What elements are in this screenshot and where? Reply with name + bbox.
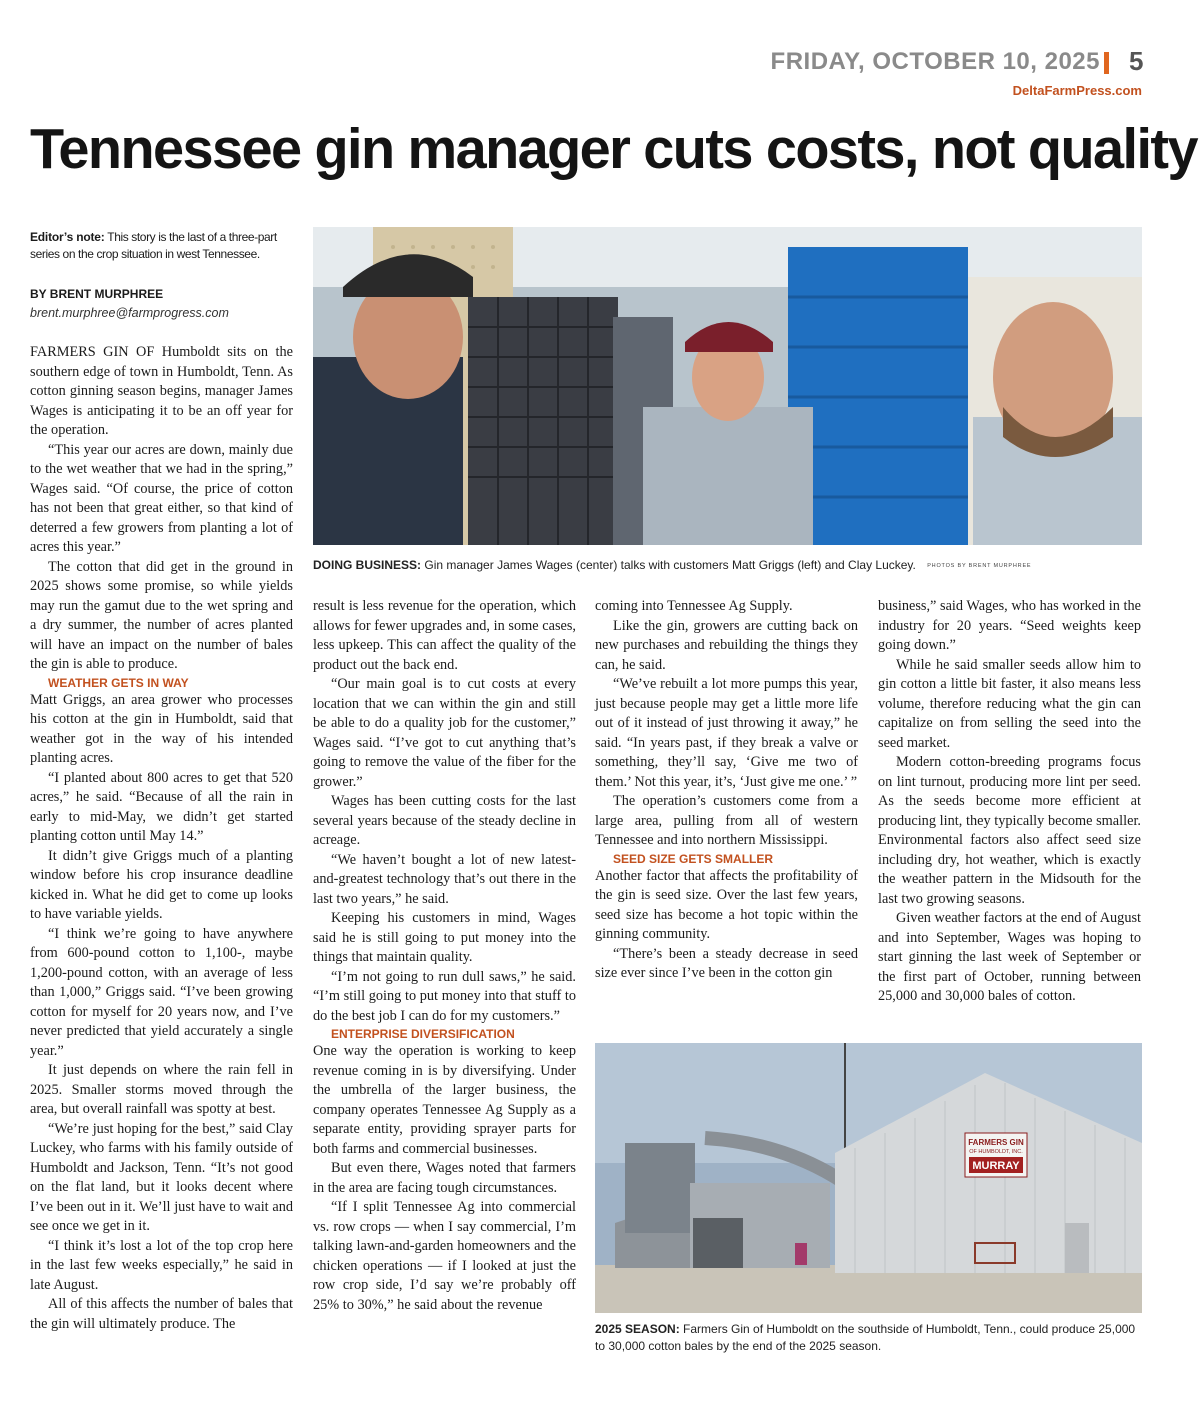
photo-men-in-parts-store	[313, 227, 1142, 545]
paragraph: “This year our acres are down, mainly due to the wet weather that we had in the spring,” Wages said. “Of course, the price of cotton has not been that great either, so that kind of deterred a few growers from planting a lot of acres this year.”	[30, 441, 293, 555]
paragraph: Another factor that affects the profitability of the gin is seed size. Over the last few years, seed size has become a hot topic within the ginning community.	[595, 867, 858, 942]
photo1-caption	[313, 557, 1142, 575]
article-column-3	[595, 597, 858, 984]
subhead-weather: WEATHER GETS IN WAY	[48, 675, 189, 690]
subhead-enterprise: ENTERPRISE DIVERSIFICATION	[331, 1027, 515, 1041]
paragraph: “I think it’s lost a lot of the top crop here in the last few weeks especially,” he said in late August.	[30, 1237, 293, 1293]
editors-note-text: This story is the last of a three-part series on the crop situation in west Tennessee.	[30, 230, 277, 261]
paragraph: “We’ve rebuilt a lot more pumps this year, just because people may get a little more life out of it instead of just throwing it away,” he said. “In years past, if they break a valve or something, they’ll say, ‘Give me two of them.’ Not this year, it’s, ‘Just give me one.’ ”	[595, 676, 858, 790]
sign-line-2: OF HUMBOLDT, INC.	[969, 1149, 1023, 1155]
photo2-caption-text: Farmers Gin of Humboldt on the southside of Humboldt, Tenn., could produce 25,000 to 30,000 cotton bales by the end of the 2025 season.	[595, 1322, 1136, 1353]
paragraph: “I’m not going to run dull saws,” he said. “I’m still going to put money into that stuff to do the best job I can do for my customers.”	[313, 968, 576, 1024]
paragraph: “If I split Tennessee Ag into commercial vs. row crops — when I say commercial, I’m talking lawn-and-garden homeowners and the chicken operations — if I looked at just the row crop side, I’d say we’re probably off 25% to 30%,” he said about the revenue	[313, 1199, 576, 1313]
paragraph: Matt Griggs, an area grower who processes his cotton at the gin in Humboldt, said that weather got in the way of his intended planting acres.	[30, 691, 293, 766]
headline: Tennessee gin manager cuts costs, not quality	[30, 117, 1197, 181]
paragraph: result is less revenue for the operation, which allows for fewer upgrades and, in some cases, less upkeep. This can affect the quality of the product out the back end.	[313, 598, 576, 673]
photo2-caption	[595, 1321, 1142, 1355]
photo1-caption-text: Gin manager James Wages (center) talks with customers Matt Griggs (left) and Clay Luckey.	[424, 558, 916, 572]
paragraph: Modern cotton-breeding programs focus on lint turnout, producing more lint per seed. As the seeds become more efficient at producing lint, they typically become smaller. Environmental factors also affect seed size including dry, hot weather, which is exactly the weather pattern in the Midsouth for the last two growing seasons.	[878, 754, 1141, 907]
paragraph: “We haven’t bought a lot of new latest-and-greatest technology that’s out there in the last two years,” he said.	[313, 851, 576, 907]
paragraph: “I planted about 800 acres to get that 520 acres,” he said. “Because of all the rain in early to mid-May, we didn’t get started planting cotton until May 14.”	[30, 769, 293, 844]
paragraph: But even there, Wages noted that farmers in the area are facing tough circumstances.	[313, 1160, 576, 1196]
page-number: 5	[1129, 46, 1144, 76]
photo-cotton-gin-building-icon	[595, 1043, 1142, 1313]
paragraph: Given weather factors at the end of August and into September, Wages was hoping to start ginning the last week of September or the first part of October, running between 25,000 and 30,000 bales of cotton.	[878, 910, 1141, 1004]
photo-three-men-in-parts-store-icon	[313, 227, 1142, 545]
paragraph: Keeping his customers in mind, Wages said he is still going to put money into the things that maintain quality.	[313, 910, 576, 965]
paragraph: It didn’t give Griggs much of a planting window before his crop insurance deadline kicked in. What he did get to come up looks to have variable yields.	[30, 847, 293, 922]
site-link[interactable]: DeltaFarmPress.com	[1012, 83, 1142, 98]
paragraph: “I think we’re going to have anywhere from 600-pound cotton to 1,100-, maybe 1,200-pound cotton, with an average of less than 1,000,” Griggs said. “I’ve been growing cotton for myself for 20 years now, and I’ve never predicted that yield accurately a single year.”	[30, 925, 293, 1059]
paragraph: It just depends on where the rain fell in 2025. Smaller storms moved through the area, but overall rainfall was spotty at best.	[30, 1062, 293, 1117]
sign-line-3: MURRAY	[972, 1160, 1020, 1172]
byline-author: BY BRENT MURPHREE	[30, 287, 164, 301]
photo-gin-building	[595, 1043, 1142, 1313]
paragraph: business,” said Wages, who has worked in the industry for 20 years. “Seed weights keep going down.”	[878, 598, 1141, 653]
header-divider	[1104, 52, 1109, 74]
photo1-credit: PHOTOS BY BRENT MURPHREE	[927, 563, 1032, 569]
paragraph: Like the gin, growers are cutting back on new purchases and rebuilding the things they can, he said.	[595, 617, 858, 673]
article-column-1	[30, 343, 293, 1334]
article-column-2	[313, 597, 576, 1315]
byline-email[interactable]: brent.murphree@farmprogress.com	[30, 306, 229, 320]
paragraph: While he said smaller seeds allow him to gin cotton a little bit faster, it also means less volume, therefore reducing what the gin can capitalize on from selling the seed into the seed market.	[878, 656, 1141, 751]
photo1-caption-label: DOING BUSINESS:	[313, 558, 422, 572]
paragraph: Wages has been cutting costs for the last several years because of the steady decline in acreage.	[313, 793, 576, 848]
paragraph: The cotton that did get in the ground in 2025 shows some promise, so while yields may run the gamut due to the wet spring and a dry summer, the number of acres planted will have an impact on the number of bales the gin is able to produce.	[30, 558, 293, 672]
paragraph: FARMERS GIN OF Humboldt sits on the southern edge of town in Humboldt, Tenn. As cotton ginning season begins, manager James Wages is anticipating it to be an off year for the operation.	[30, 344, 293, 438]
paragraph: “There’s been a steady decrease in seed size ever since I’ve been in the cotton gin	[595, 945, 858, 981]
paragraph: “Our main goal is to cut costs at every location that we can within the gin and still be able to do a quality job for the customer,” Wages said. “I’ve got to cut anything that’s going to remove the value of the fiber for the grower.”	[313, 676, 576, 790]
issue-date: FRIDAY, OCTOBER 10, 2025	[770, 48, 1100, 75]
subhead-seed-size: SEED SIZE GETS SMALLER	[613, 851, 774, 866]
paragraph: The operation’s customers come from a large area, pulling from all of western Tennessee and into northern Mississippi.	[595, 793, 858, 848]
sign-line-1: FARMERS GIN	[968, 1138, 1024, 1147]
paragraph: coming into Tennessee Ag Supply.	[595, 598, 793, 614]
editors-note-label: Editor’s note:	[30, 230, 105, 244]
photo2-caption-label: 2025 SEASON:	[595, 1322, 680, 1336]
article-column-4	[878, 597, 1141, 1007]
paragraph: One way the operation is working to keep revenue coming in is by diversifying. Under the umbrella of the larger business, the company operates Tennessee Ag Supply as a separate entity, providing sprayer parts for both farms and commercial businesses.	[313, 1043, 576, 1157]
paragraph: “We’re just hoping for the best,” said Clay Luckey, who farms with his family outside of Humboldt and Jackson, Tenn. “It’s not good on the flat land, but it looks decent where I’ve been out in it. We’ll just have to wait and see once we get in it.	[30, 1120, 293, 1234]
editors-note	[30, 229, 292, 263]
paragraph: All of this affects the number of bales that the gin will ultimately produce. The	[30, 1296, 293, 1332]
